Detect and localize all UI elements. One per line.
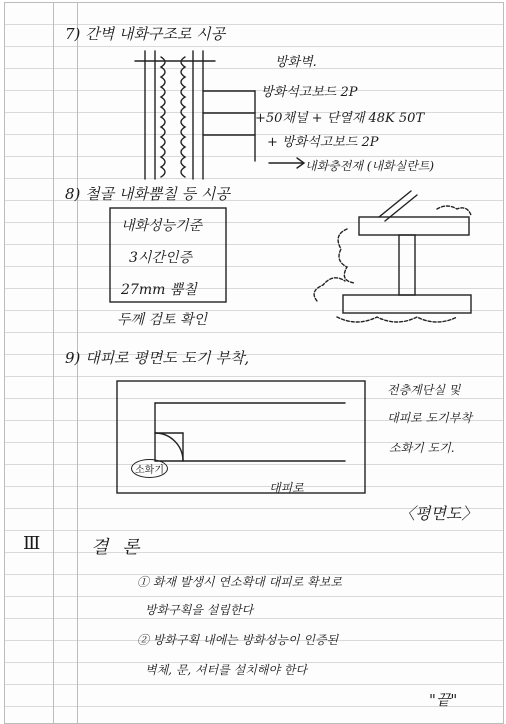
margin-line-left <box>53 3 54 723</box>
notebook-page <box>4 2 504 724</box>
conclusion-heading: 결 론 <box>91 537 144 558</box>
evacuation-route-label: 대피로 <box>269 481 304 495</box>
section-7-heading: 7) 간벽 내화구조로 시공 <box>65 25 226 43</box>
steel-beam-sprayed-fireproofing-drawing <box>307 189 477 329</box>
floor-plan-note-line-1: 전층계단실 및 <box>387 383 461 397</box>
floor-plan-note-line-2: 대피로 도기부착 <box>387 411 472 425</box>
section-iii-numeral: Ⅲ <box>23 533 41 554</box>
conclusion-item-2-line-1: ② 방화구획 내에는 방화성능이 인증된 <box>137 633 339 647</box>
evacuation-floor-plan-drawing <box>115 377 371 501</box>
section-9-heading: 9) 대피로 평면도 도기 부착, <box>65 349 250 367</box>
sealant-arrow-icon <box>267 155 307 171</box>
spec-box-line-1: 내화성능기준 <box>121 218 203 234</box>
fire-wall-section-drawing <box>125 51 265 181</box>
fire-wall-label: 방화벽. <box>275 55 317 70</box>
section-8-heading: 8) 철골 내화뿜칠 등 시공 <box>65 185 230 203</box>
thickness-check-note: 두께 검토 확인 <box>117 312 208 328</box>
conclusion-item-2-line-2: 벽체, 문, 셔터를 설치해야 한다 <box>145 663 307 677</box>
spec-box-line-3: 27mm 뿜칠 <box>121 282 197 298</box>
end-mark: "끝" <box>429 691 458 709</box>
fire-extinguisher-label: 소화기 <box>131 459 168 478</box>
sealant-note: 내화충전재 (내화실란트) <box>305 159 435 173</box>
layer-3-gypsum-board: + 방화석고보드 2P <box>267 135 379 150</box>
layer-2-channel-insulation: +50채널 + 단열재 48K 50T <box>255 111 425 126</box>
conclusion-item-1-line-2: 방화구획을 설립한다 <box>145 603 254 617</box>
floor-plan-note-line-3: 소화기 도기. <box>389 441 455 455</box>
floor-plan-caption: 〈평면도〉 <box>399 504 478 523</box>
conclusion-item-1-line-1: ① 화재 발생시 연소확대 대피로 확보로 <box>137 575 342 589</box>
layer-1-gypsum-board: 방화석고보드 2P <box>261 85 358 100</box>
spec-box-line-2: 3시간인증 <box>129 250 193 266</box>
